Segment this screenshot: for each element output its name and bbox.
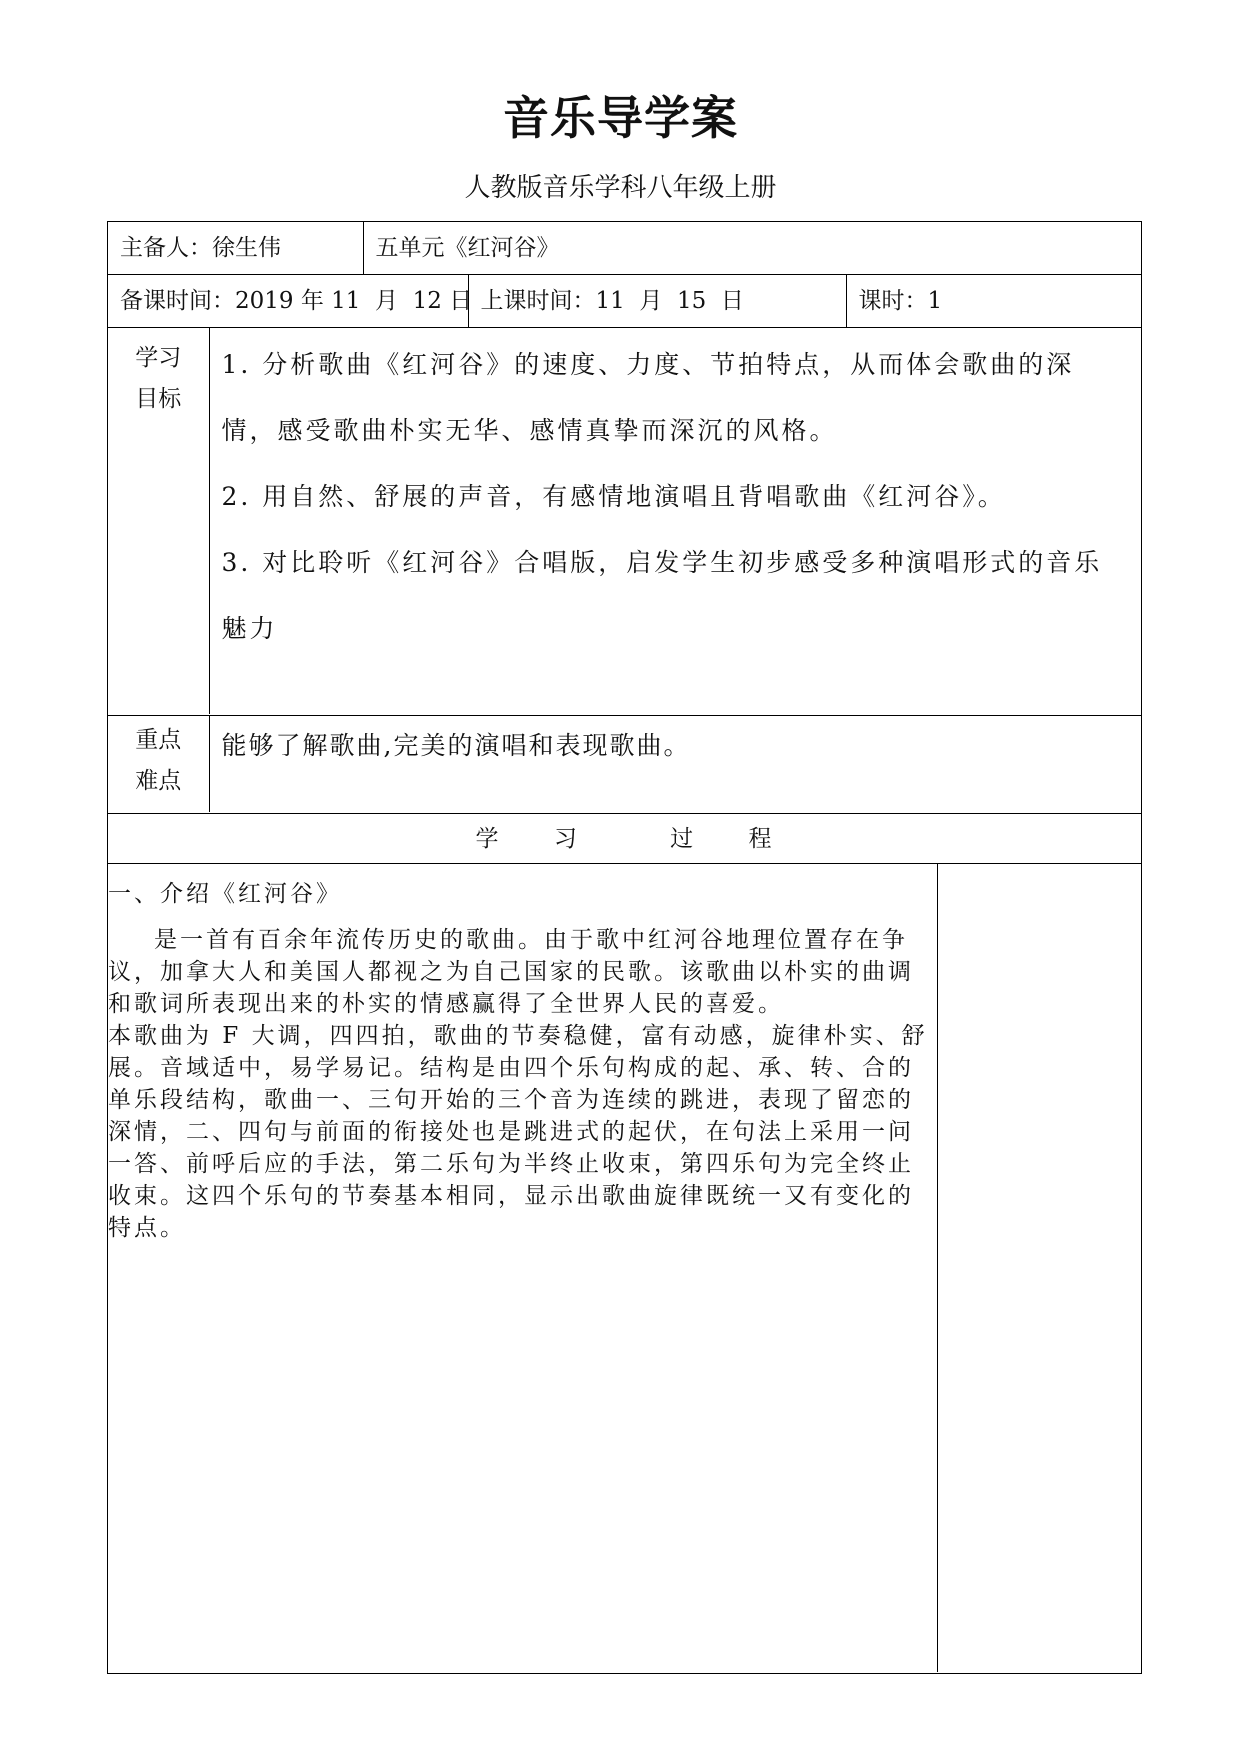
process-header-char-3: 过 <box>670 825 696 852</box>
objective-item-2: 2. 用自然、舒展的声音，有感情地演唱且背唱歌曲《红河谷》。 <box>221 482 1006 511</box>
process-header <box>108 814 1142 864</box>
process-header-char-2: 习 <box>553 825 579 852</box>
section-title: 一、介绍《红河谷》 <box>108 881 342 907</box>
info-row-2 <box>108 275 1142 328</box>
objectives-label-line2: 目标 <box>135 386 182 412</box>
key-points-label-line2: 难点 <box>135 768 182 794</box>
key-points-label-line1: 重点 <box>135 727 182 753</box>
process-content <box>108 864 937 1672</box>
objective-item-3: 3. 对比聆听《红河谷》合唱版，启发学生初步感受多种演唱形式的音乐魅力 <box>221 548 1103 643</box>
page-title: 音乐导学案 <box>503 91 738 145</box>
objectives-label-line1: 学习 <box>135 345 182 371</box>
periods-cell: 课时：1 <box>846 275 1141 327</box>
objectives-content <box>209 328 1141 714</box>
prep-time-cell: 备课时间：2019 年 11 月 12 日 <box>120 288 473 314</box>
notes-column <box>937 864 1141 1672</box>
objectives-label <box>108 328 209 714</box>
unit-cell: 五单元《红河谷》 <box>363 222 1141 274</box>
key-points-text: 能够了解歌曲,完美的演唱和表现歌曲。 <box>209 716 1141 812</box>
key-points-label <box>108 716 209 812</box>
process-header-char-4: 程 <box>748 825 774 852</box>
page-subtitle: 人教版音乐学科八年级上册 <box>464 173 777 203</box>
process-header-char-1: 学 <box>475 825 501 852</box>
intro-paragraph-1: 是一首有百余年流传历史的歌曲。由于歌中红河谷地理位置存在争议，加拿大人和美国人都视之为自己国家的民歌。该歌曲以朴实的曲调和歌词所表现出来的朴实的情感赢得了全世界人民的喜爱。 <box>108 927 914 1017</box>
process-row <box>108 864 1142 1674</box>
intro-paragraph-2: 本歌曲为 F 大调，四四拍，歌曲的节奏稳健，富有动感，旋律朴实、舒展。音域适中，易学易记。结构是由四个乐句构成的起、承、转、合的单乐段结构，歌曲一、三句开始的三个音为连续的跳进，表现了留恋的深情，二、四句与前面的衔接处也是跳进式的起伏，在句法上采用一问一答、前呼后应的手法，第二乐句为半终止收束，第四乐句为完全终止收束。这四个乐句的节奏基本相同，显示出歌曲旋律既统一又有变化的特点。 <box>108 1023 928 1241</box>
lesson-plan-table <box>107 221 1142 1674</box>
class-time-cell: 上课时间：11 月 15 日 <box>468 275 846 327</box>
objective-item-1: 1. 分析歌曲《红河谷》的速度、力度、节拍特点，从而体会歌曲的深情，感受歌曲朴实无华、感情真挚而深沉的风格。 <box>221 350 1075 445</box>
objectives-row <box>108 328 1142 716</box>
key-points-row <box>108 716 1142 814</box>
preparer-cell: 主备人：徐生伟 <box>120 235 281 261</box>
info-row-1 <box>108 222 1142 275</box>
